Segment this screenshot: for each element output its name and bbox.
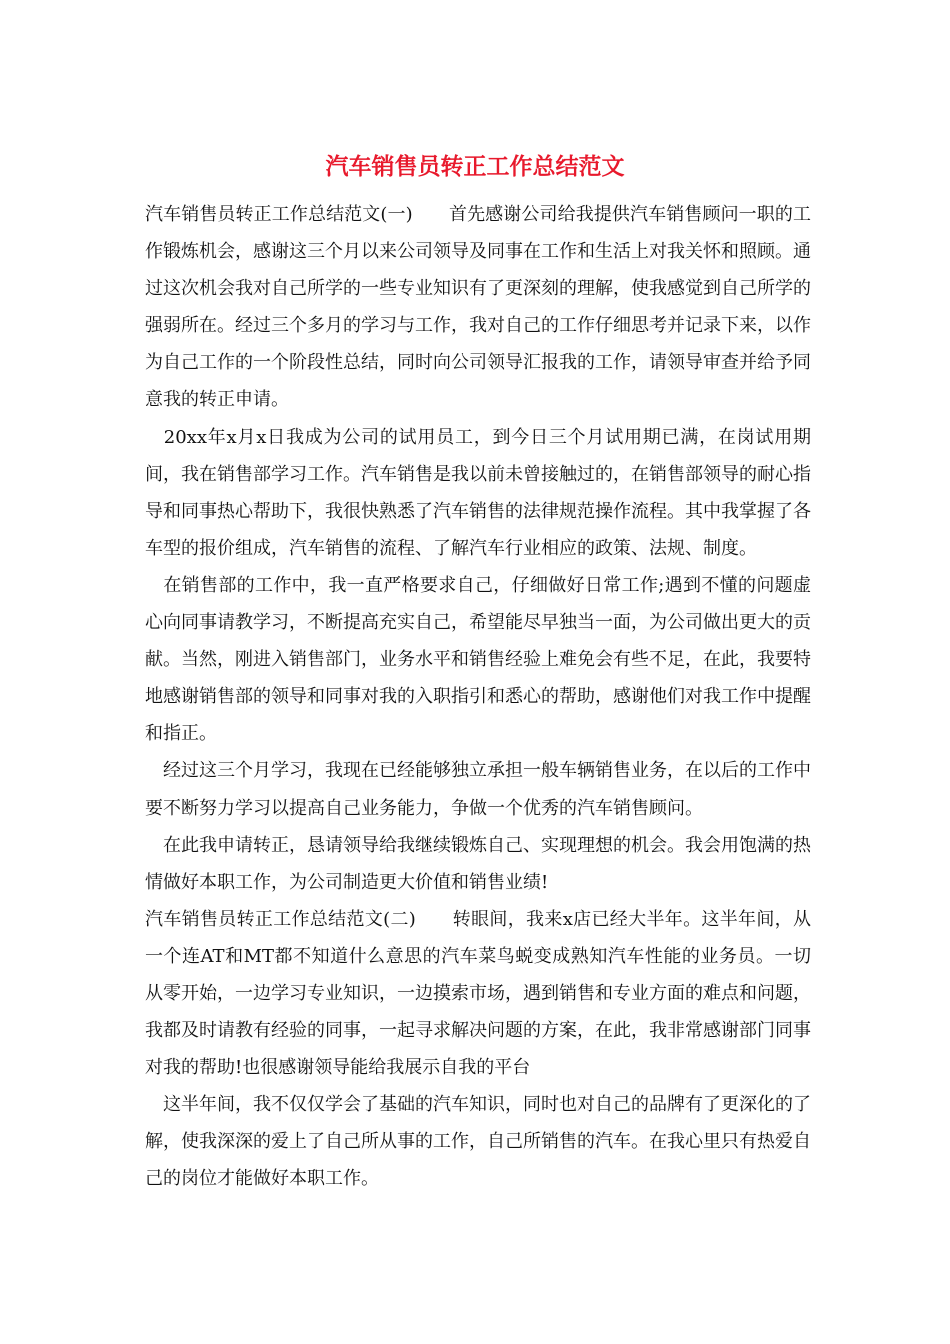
document-title: 汽车销售员转正工作总结范文 bbox=[325, 153, 625, 180]
paragraph: 在销售部的工作中，我一直严格要求自己，仔细做好日常工作;遇到不懂的问题虚心向同事请教学习，不断提高充实自己，希望能尽早独当一面，为公司做出更大的贡献。当然，刚进入销售部门，业务水平和销售经验上难免会有些不足，在此，我要特地感谢销售部的领导和同事对我的入职指引和悉心的帮助，感谢他们对我工作中提醒和指正。 bbox=[145, 574, 811, 745]
paragraph: 20xx年x月x日我成为公司的试用员工，到今日三个月试用期已满，在岗试用期间，我在销售部学习工作。汽车销售是我以前未曾接触过的，在销售部领导的耐心指导和同事热心帮助下，我很快熟悉了汽车销售的法律规范操作流程。其中我掌握了各车型的报价组成，汽车销售的流程、了解汽车行业相应的政策、法规、制度。 bbox=[145, 426, 811, 559]
paragraph: 汽车销售员转正工作总结范文(二) 转眼间，我来x店已经大半年。这半年间，从一个连AT和MT都不知道什么意思的汽车菜鸟蜕变成熟知汽车性能的业务员。一切从零开始，一边学习专业知识，一边摸索市场，遇到销售和专业方面的难点和问题，我都及时请教有经验的同事，一起寻求解决问题的方案，在此，我非常感谢部门同事对我的帮助!也很感谢领导能给我展示自我的平台 bbox=[145, 908, 811, 1079]
paragraph: 经过这三个月学习，我现在已经能够独立承担一般车辆销售业务，在以后的工作中要不断努力学习以提高自己业务能力，争做一个优秀的汽车销售顾问。 bbox=[145, 760, 811, 819]
paragraph: 这半年间，我不仅仅学会了基础的汽车知识，同时也对自己的品牌有了更深化的了解，使我深深的爱上了自己所从事的工作，自己所销售的汽车。在我心里只有热爱自己的岗位才能做好本职工作。 bbox=[145, 1094, 811, 1190]
paragraph: 汽车销售员转正工作总结范文(一) 首先感谢公司给我提供汽车销售顾问一职的工作锻炼机会，感谢这三个月以来公司领导及同事在工作和生活上对我关怀和照顾。通过这次机会我对自己所学的一些专业知识有了更深刻的理解，使我感觉到自己所学的强弱所在。经过三个多月的学习与工作，我对自己的工作仔细思考并记录下来，以作为自己工作的一个阶段性总结，同时向公司领导汇报我的工作，请领导审查并给予同意我的转正申请。 bbox=[145, 204, 811, 411]
document-body bbox=[145, 196, 811, 1198]
paragraph: 在此我申请转正，恳请领导给我继续锻炼自己、实现理想的机会。我会用饱满的热情做好本职工作，为公司制造更大价值和销售业绩! bbox=[145, 834, 811, 893]
